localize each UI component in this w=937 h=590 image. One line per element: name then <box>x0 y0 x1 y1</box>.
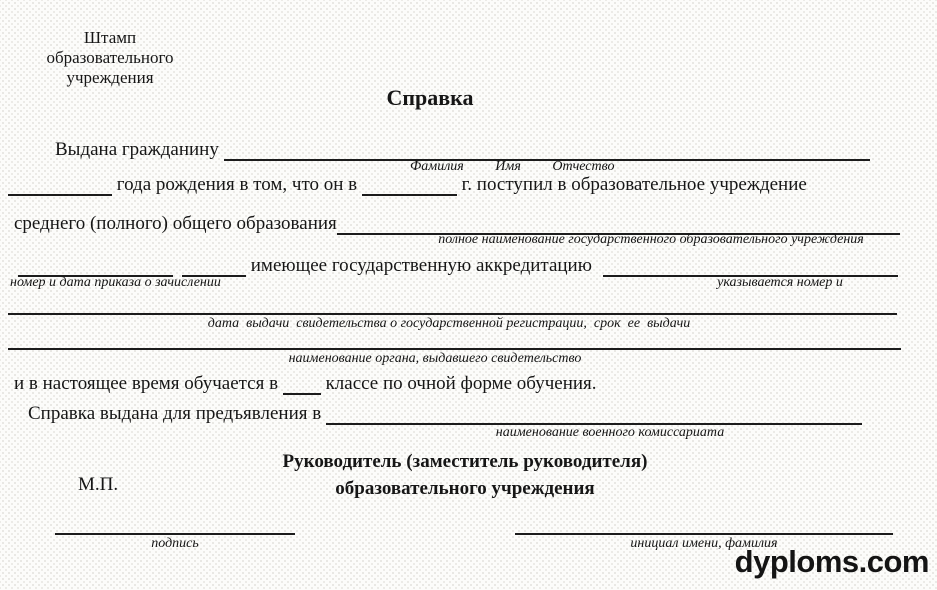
order-date-blank-field <box>182 254 246 277</box>
enrollment-year-blank-field <box>362 173 457 196</box>
watermark-text: dyploms.com <box>734 544 929 579</box>
institution-caption: полное наименование государственного образовательного учреждения <box>438 232 864 247</box>
seal-place-label: М.П. <box>78 474 119 495</box>
issued-to-label: Выдана гражданину <box>55 139 224 160</box>
study-text-1: и в настоящее время обучается в <box>14 373 283 394</box>
stamp-line-2: образовательного <box>46 48 174 67</box>
name-caption: инициал имени, фамилия <box>630 536 778 551</box>
class-number-blank-field <box>283 372 321 395</box>
signature-caption: подпись <box>151 536 199 551</box>
authority-caption: наименование органа, выдавшего свидетельство <box>288 351 582 366</box>
commissariat-blank-field <box>326 402 862 425</box>
accreditation-row <box>18 254 898 277</box>
study-row <box>14 372 597 395</box>
signature-blank-field <box>55 533 295 535</box>
head-position-line-2: образовательного учреждения <box>335 478 595 499</box>
issued-to-row <box>55 138 870 161</box>
purpose-caption: наименование военного комиссариата <box>495 425 725 440</box>
study-text-2: классе по очной форме обучения. <box>320 373 597 394</box>
document-title: Справка <box>386 85 474 110</box>
order-number-blank-field <box>18 254 173 277</box>
name-blank-field <box>515 533 893 535</box>
fio-caption: Фамилия Имя Отчество <box>410 159 615 174</box>
stamp-block <box>10 28 210 88</box>
number-caption: указывается номер и <box>717 275 843 290</box>
accreditation-label: имеющее государственную аккредитацию <box>246 255 597 276</box>
birth-line-text-2: г. поступил в образовательное учреждение <box>456 174 807 195</box>
order-caption: номер и дата приказа о зачислении <box>10 275 221 290</box>
authority-blank-field <box>8 348 901 350</box>
stamp-line-1: Штамп <box>83 28 137 47</box>
accreditation-number-blank-field <box>603 254 898 277</box>
head-position-line-1: Руководитель (заместитель руководителя) <box>282 451 648 472</box>
citizen-name-blank-field <box>224 138 870 161</box>
birth-year-blank-field <box>8 173 112 196</box>
birth-line-text-1: года рождения в том, что он в <box>112 174 362 195</box>
purpose-row <box>28 402 862 425</box>
purpose-label: Справка выдана для предъявления в <box>28 403 326 424</box>
education-label: среднего (полного) общего образования <box>14 213 337 234</box>
registration-caption: дата выдачи свидетельства о государственной регистрации, срок ее выдачи <box>207 316 691 331</box>
title-row <box>0 85 860 111</box>
birth-enrollment-row <box>8 173 903 196</box>
stamp-line-3: учреждения <box>66 68 154 87</box>
registration-blank-field <box>8 313 897 315</box>
